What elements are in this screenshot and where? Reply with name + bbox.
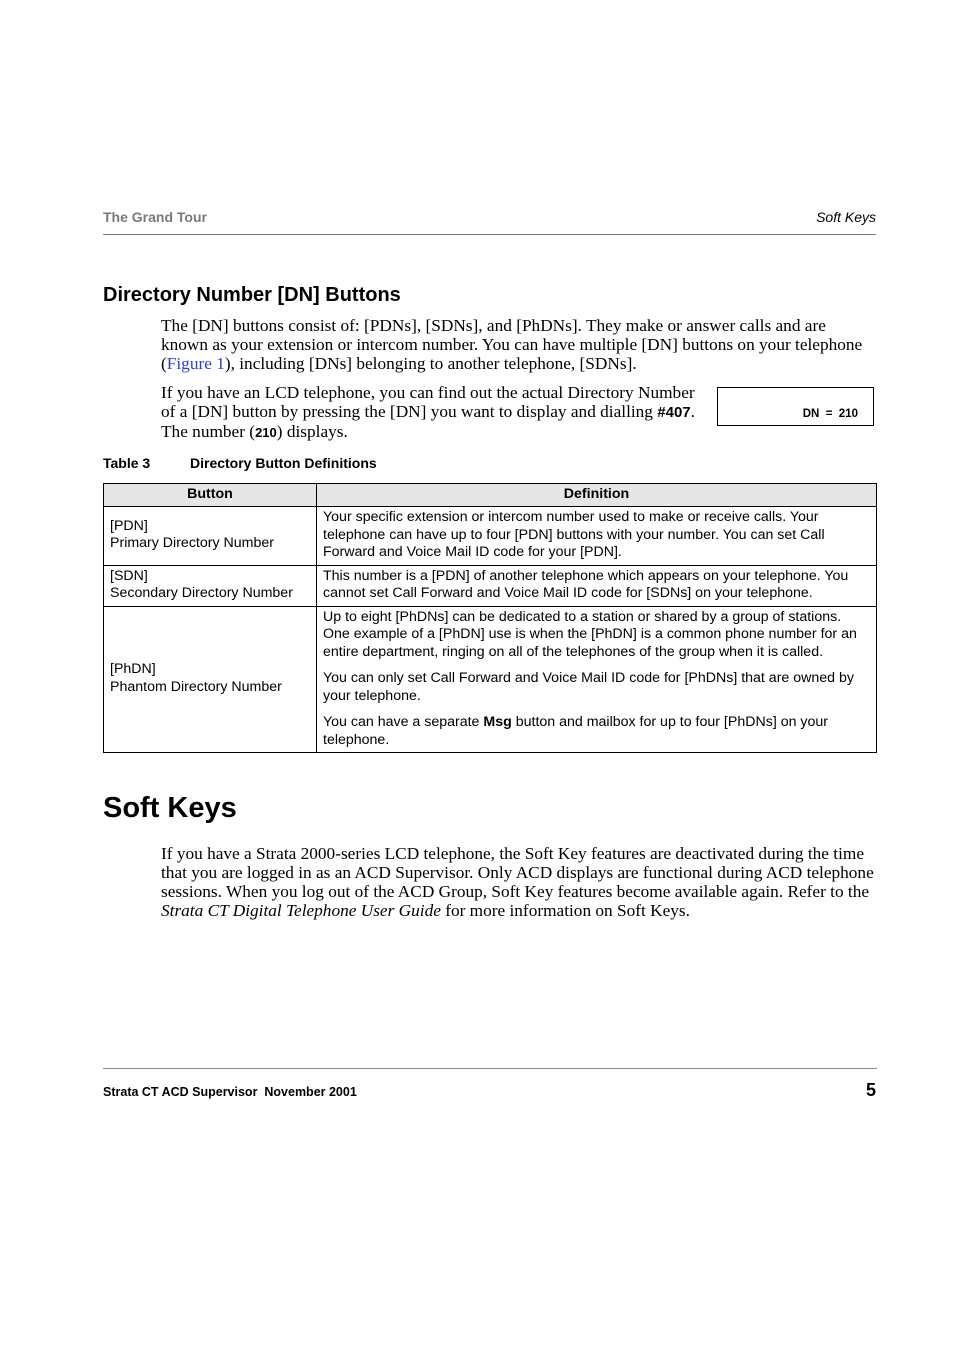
button-name: Primary Directory Number bbox=[110, 535, 274, 552]
button-code: [PhDN] bbox=[110, 661, 156, 678]
table-row bbox=[104, 606, 877, 753]
lcd-text-mid: . The number ( bbox=[161, 402, 695, 441]
table-label: Table 3 bbox=[103, 455, 151, 471]
table-row bbox=[104, 507, 877, 566]
header-definition: Definition bbox=[317, 484, 877, 507]
table-title: Directory Button Definitions bbox=[190, 455, 377, 471]
running-header bbox=[103, 209, 876, 235]
softkeys-text-end: for more information on Soft Keys. bbox=[440, 901, 690, 920]
lcd-text: If you have an LCD telephone, you can find out the actual Directory Number of a [DN] button by pressing the [DN] you want to display and dialling bbox=[161, 383, 695, 421]
table-caption bbox=[103, 455, 377, 471]
dn-intro-text-end: ), including [DNs] belonging to another telephone, [SDNs]. bbox=[224, 354, 637, 373]
dn-number: 210 bbox=[255, 425, 277, 440]
footer-publication: Strata CT ACD Supervisor November 2001 bbox=[103, 1085, 357, 1099]
button-cell bbox=[104, 507, 317, 566]
dial-code: #407 bbox=[657, 404, 691, 421]
definition-cell bbox=[317, 606, 877, 753]
definition-paragraph: You can only set Call Forward and Voice Mail ID code for [PhDNs] that are owned by your telephone. bbox=[323, 670, 854, 704]
figure-1-link[interactable]: Figure 1 bbox=[166, 354, 225, 373]
lcd-display-box bbox=[717, 387, 874, 426]
lcd-paragraph bbox=[161, 383, 713, 442]
softkeys-text: If you have a Strata 2000-series LCD telephone, the Soft Key features are deactivated during the time that you are logged in as an ACD Supervisor. Only ACD displays are functional during ACD telephone sessions. When you log out of the ACD Group, Soft Key features become available again. Refer to the bbox=[161, 844, 874, 901]
lcd-display-text: DN = 210 bbox=[802, 408, 858, 420]
directory-button-table bbox=[103, 483, 877, 753]
definition-cell: Your specific extension or intercom number used to make or receive calls. Your telephone can have up to four [PDN] buttons with your number. You can set Call Forward and Voice Mail ID code for your [PDN]. bbox=[317, 507, 877, 566]
definition-text: You can have a separate bbox=[323, 714, 484, 730]
softkeys-paragraph bbox=[161, 844, 877, 920]
button-code: [PDN] bbox=[110, 517, 148, 534]
dn-intro-text: The [DN] buttons consist of: [PDNs], [SDNs], and [PhDNs]. They make or answer calls and are known as your extension or intercom number. You can have multiple [DN] buttons on your telephone ( bbox=[161, 316, 863, 373]
lcd-text-end: ) displays. bbox=[276, 422, 348, 441]
table-row bbox=[104, 565, 877, 606]
button-code: [SDN] bbox=[110, 567, 148, 584]
button-cell bbox=[104, 606, 317, 753]
page-number: 5 bbox=[865, 1080, 876, 1100]
definition-paragraph bbox=[323, 714, 870, 749]
header-chapter: The Grand Tour bbox=[103, 209, 207, 225]
table-header-row bbox=[104, 484, 877, 507]
button-name: Secondary Directory Number bbox=[110, 585, 293, 601]
softkeys-heading: Soft Keys bbox=[103, 792, 237, 824]
definition-paragraph: Up to eight [PhDNs] can be dedicated to a station or shared by a group of stations. One example of a [PhDN] use is when the [PhDN] is a common phone number for an entire department, ringing on all of the telephones of the group when it is called. bbox=[323, 608, 857, 660]
dn-intro-paragraph bbox=[161, 316, 877, 373]
button-name: Phantom Directory Number bbox=[110, 678, 282, 695]
msg-key-label: Msg bbox=[483, 714, 512, 730]
definition-cell: This number is a [PDN] of another telephone which appears on your telephone. You cannot set Call Forward and Voice Mail ID code for [SDNs] on your telephone. bbox=[317, 565, 877, 606]
user-guide-title: Strata CT Digital Telephone User Guide bbox=[161, 901, 441, 920]
definition-text-end: button and mailbox for up to four [PhDNs] on your telephone. bbox=[323, 714, 829, 748]
header-button: Button bbox=[104, 484, 317, 507]
button-cell bbox=[104, 565, 317, 606]
dn-section-heading: Directory Number [DN] Buttons bbox=[103, 284, 401, 306]
header-section: Soft Keys bbox=[816, 209, 876, 225]
footer-divider bbox=[103, 1068, 877, 1069]
